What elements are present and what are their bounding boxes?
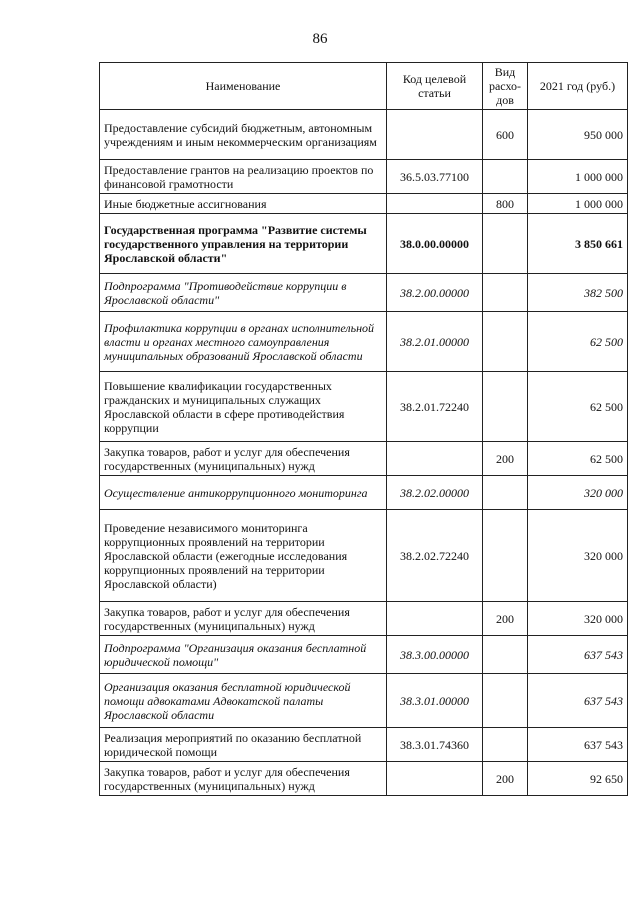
name-cell: Проведение независимого мониторинга коррупционных проявлений на территории Ярославской области (ежегодные исследования коррупционных проявлений на территории Ярославской области) (100, 510, 387, 602)
code-cell: 38.0.00.00000 (387, 214, 483, 274)
type-cell (483, 372, 528, 442)
name-cell: Профилактика коррупции в органах исполнительной власти и органах местного самоуправления муниципальных образований Ярославской области (100, 312, 387, 372)
amount-cell: 382 500 (528, 274, 628, 312)
type-cell: 200 (483, 442, 528, 476)
table-row (100, 442, 628, 476)
code-cell: 38.2.02.00000 (387, 476, 483, 510)
type-cell (483, 476, 528, 510)
type-cell: 800 (483, 194, 528, 214)
type-cell (483, 728, 528, 762)
type-cell: 200 (483, 602, 528, 636)
amount-cell: 92 650 (528, 762, 628, 796)
code-cell (387, 602, 483, 636)
name-cell: Закупка товаров, работ и услуг для обеспечения государственных (муниципальных) нужд (100, 442, 387, 476)
header-name: Наименование (100, 63, 387, 110)
table-row (100, 214, 628, 274)
type-cell: 200 (483, 762, 528, 796)
amount-cell: 1 000 000 (528, 194, 628, 214)
code-cell: 36.5.03.77100 (387, 160, 483, 194)
name-cell: Закупка товаров, работ и услуг для обеспечения государственных (муниципальных) нужд (100, 762, 387, 796)
name-cell: Предоставление грантов на реализацию проектов по финансовой грамотности (100, 160, 387, 194)
name-cell: Осуществление антикоррупционного мониторинга (100, 476, 387, 510)
code-cell (387, 194, 483, 214)
table-row (100, 636, 628, 674)
header-type: Вид расхо-дов (483, 63, 528, 110)
amount-cell: 62 500 (528, 372, 628, 442)
amount-cell: 637 543 (528, 674, 628, 728)
table-row (100, 510, 628, 602)
table-row (100, 728, 628, 762)
type-cell (483, 214, 528, 274)
amount-cell: 320 000 (528, 510, 628, 602)
type-cell (483, 312, 528, 372)
code-cell: 38.2.00.00000 (387, 274, 483, 312)
code-cell: 38.2.01.00000 (387, 312, 483, 372)
amount-cell: 320 000 (528, 476, 628, 510)
table-row (100, 762, 628, 796)
code-cell (387, 442, 483, 476)
type-cell (483, 274, 528, 312)
table-row (100, 274, 628, 312)
name-cell: Иные бюджетные ассигнования (100, 194, 387, 214)
name-cell: Подпрограмма "Противодействие коррупции в Ярославской области" (100, 274, 387, 312)
amount-cell: 62 500 (528, 312, 628, 372)
code-cell: 38.3.01.00000 (387, 674, 483, 728)
table-row (100, 194, 628, 214)
name-cell: Подпрограмма "Организация оказания бесплатной юридической помощи" (100, 636, 387, 674)
name-cell: Закупка товаров, работ и услуг для обеспечения государственных (муниципальных) нужд (100, 602, 387, 636)
table-row (100, 110, 628, 160)
type-cell (483, 160, 528, 194)
table-row (100, 312, 628, 372)
amount-cell: 320 000 (528, 602, 628, 636)
code-cell (387, 762, 483, 796)
type-cell: 600 (483, 110, 528, 160)
name-cell: Повышение квалификации государственных гражданских и муниципальных служащих Ярославской области в сфере противодействия коррупции (100, 372, 387, 442)
amount-cell: 3 850 661 (528, 214, 628, 274)
name-cell: Государственная программа "Развитие системы государственного управления на территории Ярославской области" (100, 214, 387, 274)
code-cell: 38.2.02.72240 (387, 510, 483, 602)
code-cell: 38.3.01.74360 (387, 728, 483, 762)
table-header (100, 63, 628, 110)
name-cell: Предоставление субсидий бюджетным, автономным учреждениям и иным некоммерческим организациям (100, 110, 387, 160)
name-cell: Организация оказания бесплатной юридической помощи адвокатами Адвокатской палаты Ярославской области (100, 674, 387, 728)
type-cell (483, 510, 528, 602)
header-code: Код целевой статьи (387, 63, 483, 110)
name-cell: Реализация мероприятий по оказанию бесплатной юридической помощи (100, 728, 387, 762)
table-row (100, 674, 628, 728)
table-row (100, 160, 628, 194)
amount-cell: 62 500 (528, 442, 628, 476)
amount-cell: 637 543 (528, 728, 628, 762)
budget-table (99, 62, 628, 796)
page-number: 86 (312, 31, 328, 47)
type-cell (483, 636, 528, 674)
amount-cell: 950 000 (528, 110, 628, 160)
table-row (100, 602, 628, 636)
table-body (100, 110, 628, 796)
header-amount: 2021 год (руб.) (528, 63, 628, 110)
code-cell (387, 110, 483, 160)
amount-cell: 637 543 (528, 636, 628, 674)
amount-cell: 1 000 000 (528, 160, 628, 194)
table-row (100, 372, 628, 442)
code-cell: 38.2.01.72240 (387, 372, 483, 442)
code-cell: 38.3.00.00000 (387, 636, 483, 674)
type-cell (483, 674, 528, 728)
table-row (100, 476, 628, 510)
